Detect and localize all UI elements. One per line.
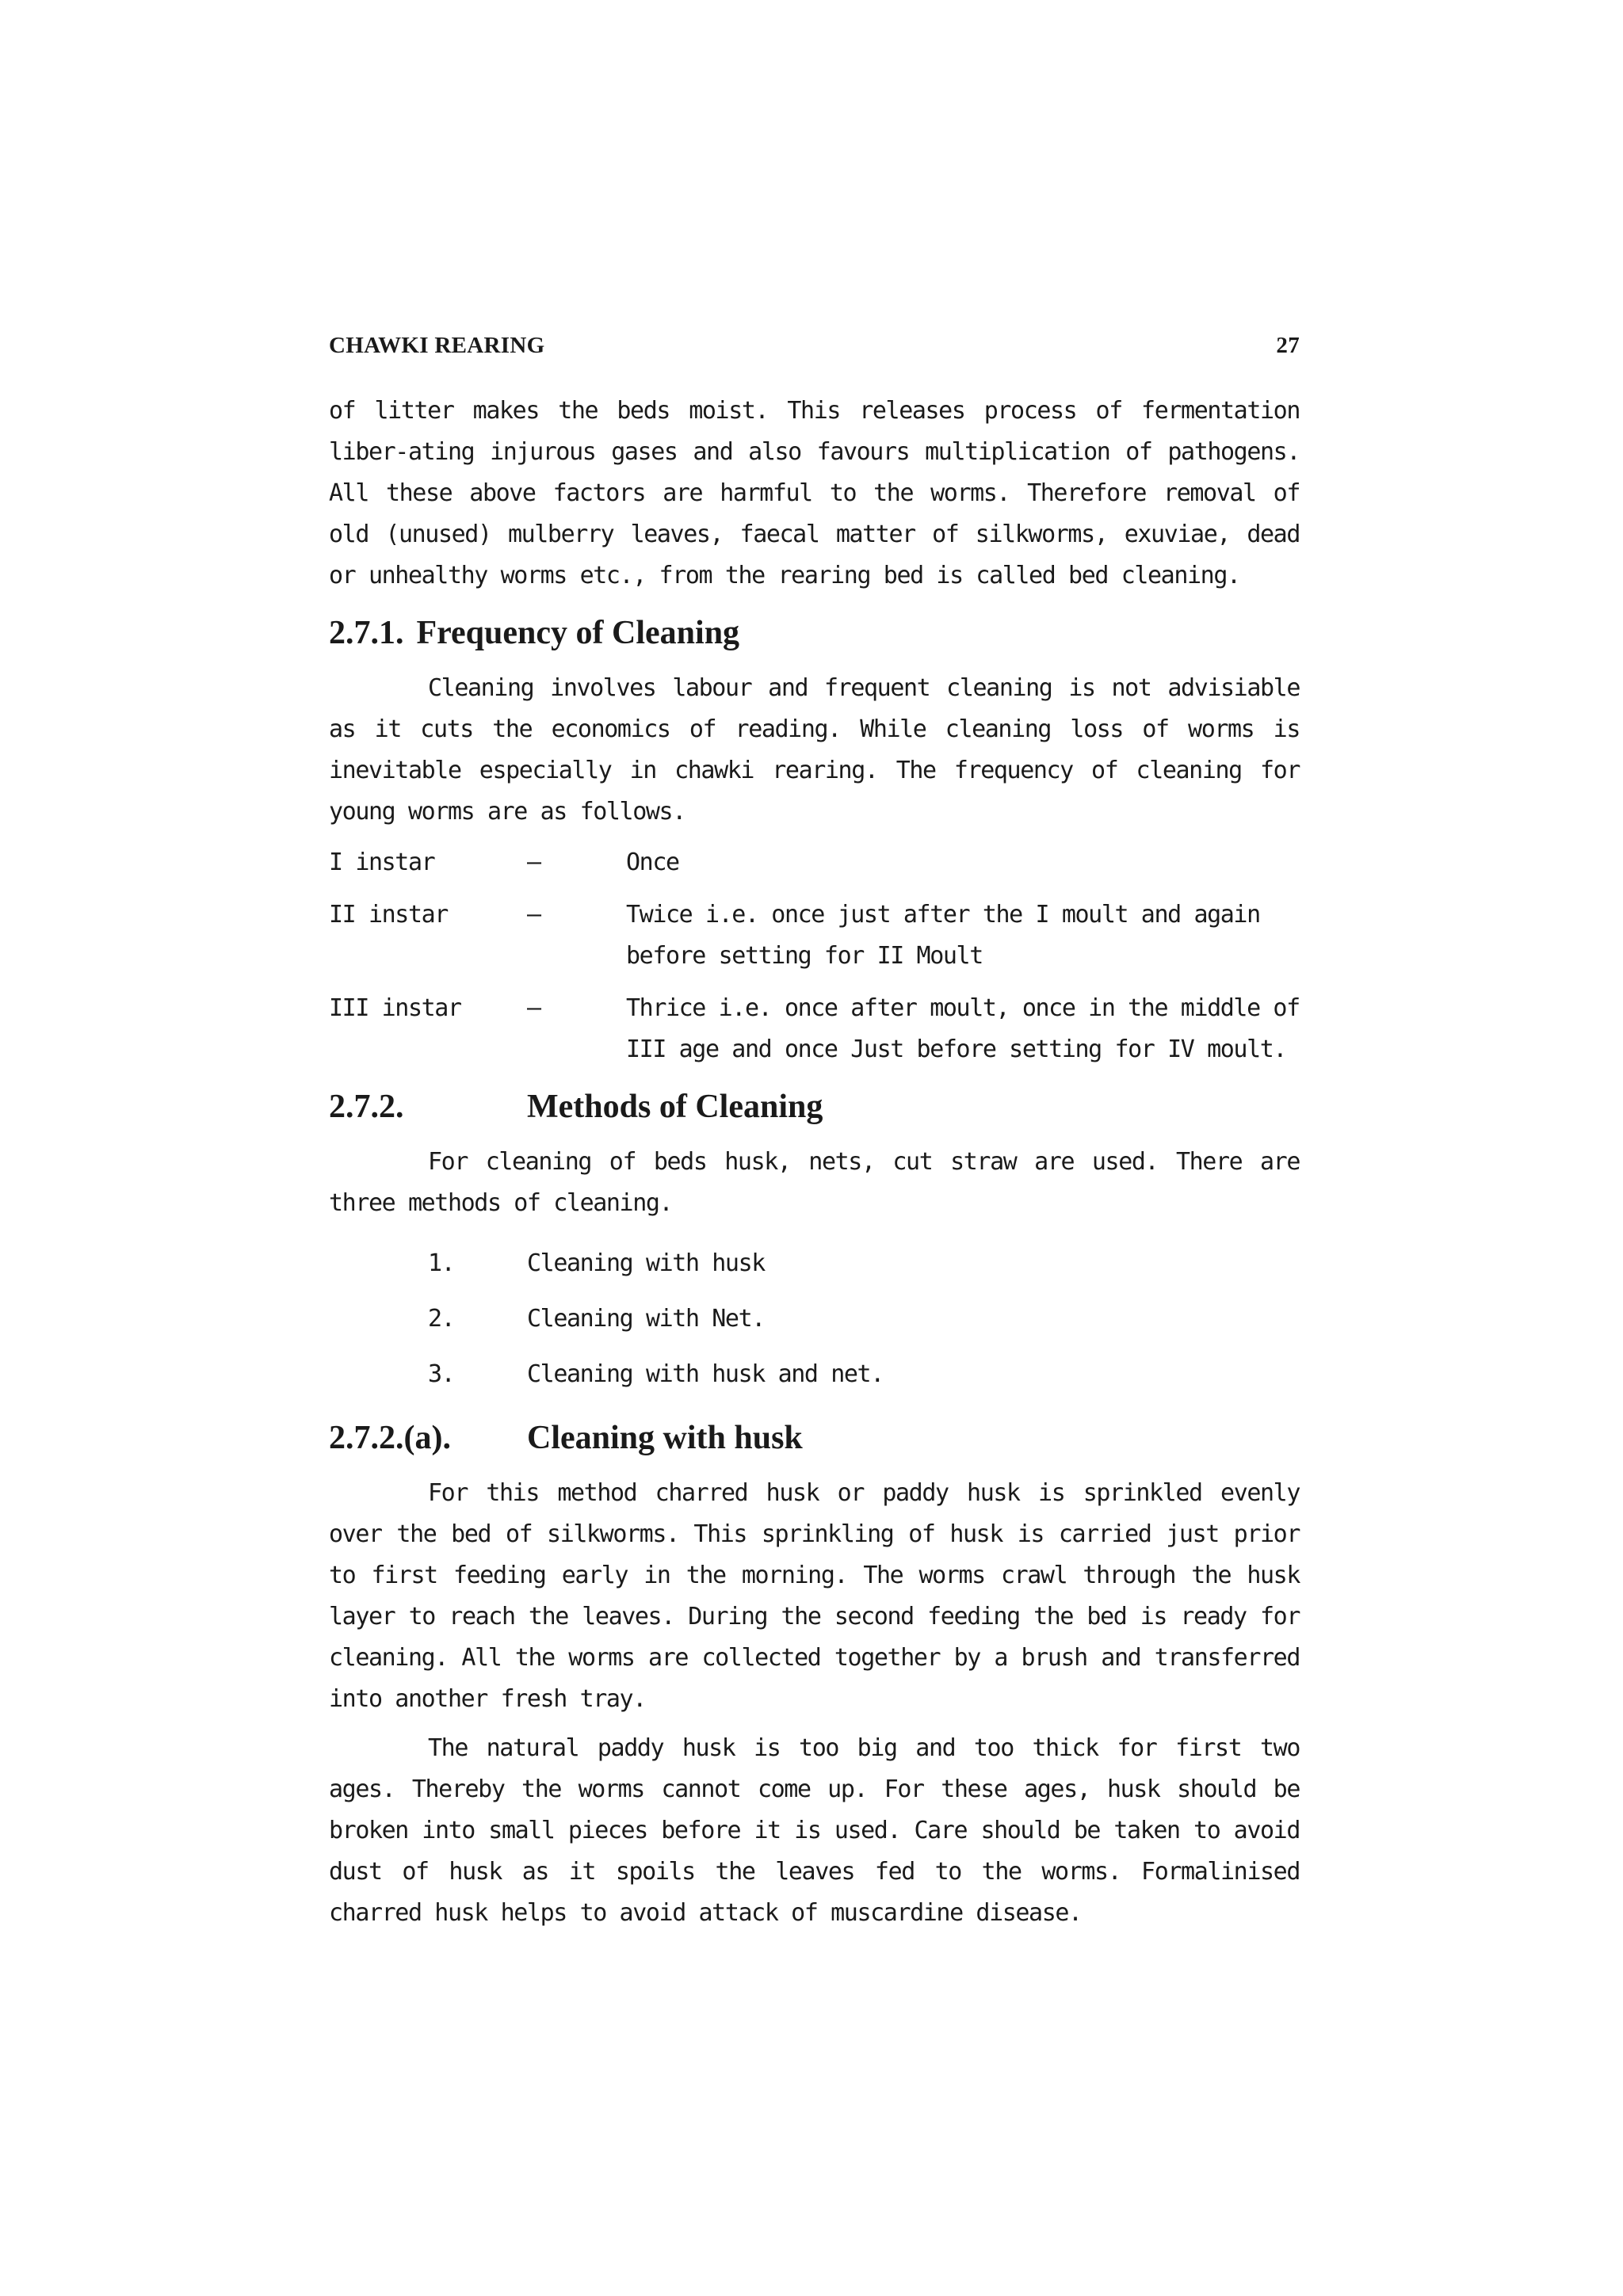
section-heading-2-7-1	[329, 614, 1300, 652]
section-number: 2.7.2.(a).	[329, 1420, 451, 1456]
section-title: Frequency of Cleaning	[416, 615, 740, 651]
intro-paragraph: of litter makes the beds moist. This releases process of fermentation liber-ating injurous gases and also favours multiplication of pathogens. All these above factors are harmful to the worms. Therefore removal of old (unused) mulberry leaves, faecal matter of silkworms, exuviae, dead or unhealthy worms etc., from the rearing bed is called bed cleaning.	[329, 397, 1300, 589]
husk-method-paragraph: For this method charred husk or paddy husk is sprinkled evenly over the bed of silkworms. This sprinkling of husk is carried just prior to first feeding early in the morning. The worms crawl through the husk layer to reach the leaves. During the second feeding the bed is ready for cleaning. All the worms are collected together by a brush and transferred into another fresh tray.	[329, 1479, 1300, 1713]
list-item-label: Cleaning with husk and net.	[527, 1360, 884, 1388]
list-item	[329, 1346, 1300, 1402]
section-number: 2.7.1.	[329, 615, 404, 651]
section-title: Methods of Cleaning	[527, 1089, 823, 1125]
instar-name: I instar	[329, 849, 435, 876]
instar-row	[329, 988, 1300, 1070]
frequency-paragraph: Cleaning involves labour and frequent cleaning is not advisiable as it cuts the economics of reading. While cleaning loss of worms is inevitable especially in chawki rearing. The frequency of cleaning for young worms are as follows.	[329, 674, 1300, 826]
methods-paragraph: For cleaning of beds husk, nets, cut straw are used. There are three methods of cleaning.	[329, 1148, 1300, 1217]
instar-row	[329, 842, 1300, 883]
running-header	[329, 333, 1300, 359]
em-dash: —	[527, 994, 540, 1022]
section-heading-2-7-2-a	[329, 1419, 1300, 1457]
list-item-label: Cleaning with husk	[527, 1249, 765, 1277]
instar-frequency-table	[329, 842, 1300, 1070]
instar-row	[329, 894, 1300, 977]
list-item	[329, 1291, 1300, 1346]
list-item-number: 3.	[428, 1360, 455, 1388]
section-number: 2.7.2.	[329, 1089, 404, 1125]
instar-description: Thrice i.e. once after moult, once in the middle of III age and once Just before setting for IV moult.	[626, 994, 1300, 1063]
instar-name: II instar	[329, 901, 448, 929]
instar-description: Once	[626, 849, 679, 876]
page-number: 27	[1276, 333, 1300, 358]
instar-description: Twice i.e. once just after the I moult and again before setting for II Moult	[626, 901, 1260, 970]
list-item-label: Cleaning with Net.	[527, 1304, 765, 1333]
book-page	[329, 333, 1300, 1934]
em-dash: —	[527, 849, 540, 876]
paddy-husk-paragraph: The natural paddy husk is too big and too thick for first two ages. Thereby the worms cannot come up. For these ages, husk should be broken into small pieces before it is used. Care should be taken to avoid dust of husk as it spoils the leaves fed to the worms. Formalinised charred husk helps to avoid attack of muscardine disease.	[329, 1734, 1300, 1927]
running-title: CHAWKI REARING	[329, 333, 545, 358]
section-title: Cleaning with husk	[527, 1420, 803, 1456]
instar-name: III instar	[329, 994, 461, 1022]
list-item-number: 1.	[428, 1249, 455, 1277]
section-heading-2-7-2	[329, 1088, 1300, 1126]
list-item	[329, 1235, 1300, 1291]
em-dash: —	[527, 901, 540, 929]
list-item-number: 2.	[428, 1304, 455, 1333]
methods-list	[329, 1235, 1300, 1402]
